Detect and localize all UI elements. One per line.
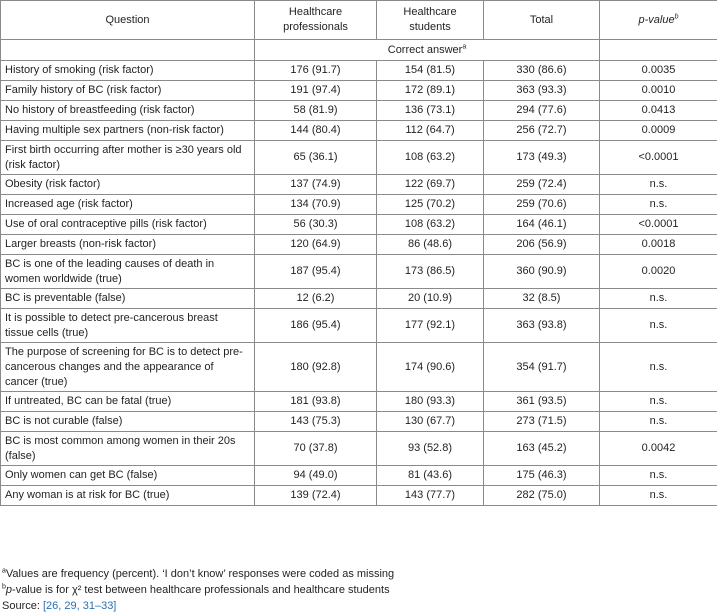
total-cell: 363 (93.3) xyxy=(484,81,600,101)
hs-cell: 81 (43.6) xyxy=(377,466,484,486)
hp-cell: 176 (91.7) xyxy=(255,61,377,81)
header-p-value-label: p-value xyxy=(638,13,675,26)
question-cell: Any woman is at risk for BC (true) xyxy=(1,486,255,506)
hp-cell: 137 (74.9) xyxy=(255,175,377,195)
hs-cell: 174 (90.6) xyxy=(377,343,484,392)
total-cell: 282 (75.0) xyxy=(484,486,600,506)
p-value-cell: 0.0042 xyxy=(600,432,717,466)
hp-cell: 94 (49.0) xyxy=(255,466,377,486)
p-value-cell: n.s. xyxy=(600,309,717,343)
table-row xyxy=(1,392,717,412)
table-row xyxy=(1,289,717,309)
hp-cell: 143 (75.3) xyxy=(255,412,377,432)
p-value-cell: n.s. xyxy=(600,466,717,486)
hs-cell: 173 (86.5) xyxy=(377,255,484,289)
question-cell: BC is one of the leading causes of death in women worldwide (true) xyxy=(1,255,255,289)
table-row xyxy=(1,101,717,121)
total-cell: 363 (93.8) xyxy=(484,309,600,343)
subheader-correct-answer xyxy=(255,40,600,61)
hp-cell: 139 (72.4) xyxy=(255,486,377,506)
hp-cell: 58 (81.9) xyxy=(255,101,377,121)
hp-cell: 187 (95.4) xyxy=(255,255,377,289)
table-body xyxy=(1,40,717,506)
source-refs-link[interactable]: [26, 29, 31–33] xyxy=(42,600,117,612)
p-value-cell: <0.0001 xyxy=(600,215,717,235)
hp-cell: 180 (92.8) xyxy=(255,343,377,392)
p-value-cell: n.s. xyxy=(600,289,717,309)
question-cell: Increased age (risk factor) xyxy=(1,195,255,215)
p-value-cell: 0.0018 xyxy=(600,235,717,255)
header-hs-line2: students xyxy=(409,21,451,33)
footnote-a xyxy=(2,566,394,582)
table-row xyxy=(1,466,717,486)
total-cell: 175 (46.3) xyxy=(484,466,600,486)
footnote-b-text: -value is for χ² test between healthcare professionals and healthcare students xyxy=(12,584,390,596)
source-line xyxy=(2,598,394,614)
hp-cell: 65 (36.1) xyxy=(255,141,377,175)
header-total: Total xyxy=(484,1,600,40)
subheader-label: Correct answer xyxy=(387,43,463,56)
question-cell: Larger breasts (non-risk factor) xyxy=(1,235,255,255)
p-value-cell: n.s. xyxy=(600,343,717,392)
p-value-cell: 0.0020 xyxy=(600,255,717,289)
hp-cell: 70 (37.8) xyxy=(255,432,377,466)
hs-cell: 20 (10.9) xyxy=(377,289,484,309)
total-cell: 259 (72.4) xyxy=(484,175,600,195)
hs-cell: 154 (81.5) xyxy=(377,61,484,81)
source-label: Source: xyxy=(2,600,43,612)
subheader-sup: a xyxy=(462,42,467,50)
total-cell: 354 (91.7) xyxy=(484,343,600,392)
total-cell: 294 (77.6) xyxy=(484,101,600,121)
footnote-b-sup: b xyxy=(2,583,6,591)
total-cell: 32 (8.5) xyxy=(484,289,600,309)
hs-cell: 172 (89.1) xyxy=(377,81,484,101)
total-cell: 256 (72.7) xyxy=(484,121,600,141)
table-row xyxy=(1,235,717,255)
header-p-value-sup: b xyxy=(674,12,679,20)
total-cell: 273 (71.5) xyxy=(484,412,600,432)
header-hp-line1: Healthcare xyxy=(288,6,343,18)
total-cell: 163 (45.2) xyxy=(484,432,600,466)
hs-cell: 122 (69.7) xyxy=(377,175,484,195)
table-row xyxy=(1,215,717,235)
hp-cell: 56 (30.3) xyxy=(255,215,377,235)
total-cell: 173 (49.3) xyxy=(484,141,600,175)
p-value-cell: <0.0001 xyxy=(600,141,717,175)
footnote-a-sup: a xyxy=(2,567,6,575)
p-value-cell: 0.0413 xyxy=(600,101,717,121)
question-cell: BC is preventable (false) xyxy=(1,289,255,309)
table-row xyxy=(1,432,717,466)
hs-cell: 130 (67.7) xyxy=(377,412,484,432)
header-healthcare-students xyxy=(377,1,484,40)
question-cell: If untreated, BC can be fatal (true) xyxy=(1,392,255,412)
header-p-value xyxy=(600,1,717,40)
question-cell: BC is most common among women in their 20s (false) xyxy=(1,432,255,466)
table-row xyxy=(1,343,717,392)
p-value-cell: n.s. xyxy=(600,392,717,412)
question-cell: History of smoking (risk factor) xyxy=(1,61,255,81)
hp-cell: 12 (6.2) xyxy=(255,289,377,309)
total-cell: 361 (93.5) xyxy=(484,392,600,412)
p-value-cell: 0.0010 xyxy=(600,81,717,101)
hp-cell: 181 (93.8) xyxy=(255,392,377,412)
table-row xyxy=(1,309,717,343)
table-row xyxy=(1,81,717,101)
question-cell: Only women can get BC (false) xyxy=(1,466,255,486)
p-value-cell: n.s. xyxy=(600,195,717,215)
footnote-a-text: Values are frequency (percent). ‘I don’t know’ responses were coded as missing xyxy=(5,568,395,580)
total-cell: 259 (70.6) xyxy=(484,195,600,215)
table-row xyxy=(1,121,717,141)
hp-cell: 120 (64.9) xyxy=(255,235,377,255)
question-cell: Family history of BC (risk factor) xyxy=(1,81,255,101)
hp-cell: 186 (95.4) xyxy=(255,309,377,343)
question-cell: Having multiple sex partners (non-risk factor) xyxy=(1,121,255,141)
p-value-cell: n.s. xyxy=(600,175,717,195)
table-row xyxy=(1,412,717,432)
question-cell: The purpose of screening for BC is to detect pre-cancerous changes and the appearance of cancer (true) xyxy=(1,343,255,392)
question-cell: Obesity (risk factor) xyxy=(1,175,255,195)
total-cell: 164 (46.1) xyxy=(484,215,600,235)
hp-cell: 134 (70.9) xyxy=(255,195,377,215)
subheader-empty xyxy=(1,40,255,61)
question-cell: First birth occurring after mother is ≥30 years old (risk factor) xyxy=(1,141,255,175)
question-cell: Use of oral contraceptive pills (risk factor) xyxy=(1,215,255,235)
header-row xyxy=(1,1,717,40)
subheader-row xyxy=(1,40,717,61)
p-value-cell: 0.0009 xyxy=(600,121,717,141)
subheader-empty-p xyxy=(600,40,717,61)
total-cell: 360 (90.9) xyxy=(484,255,600,289)
table-row xyxy=(1,175,717,195)
footnote-b-italic: p xyxy=(5,584,13,596)
hp-cell: 191 (97.4) xyxy=(255,81,377,101)
hs-cell: 86 (48.6) xyxy=(377,235,484,255)
question-cell: It is possible to detect pre-cancerous breast tissue cells (true) xyxy=(1,309,255,343)
question-cell: BC is not curable (false) xyxy=(1,412,255,432)
table-row xyxy=(1,141,717,175)
hs-cell: 108 (63.2) xyxy=(377,141,484,175)
total-cell: 206 (56.9) xyxy=(484,235,600,255)
hs-cell: 143 (77.7) xyxy=(377,486,484,506)
header-hp-line2: professionals xyxy=(283,21,348,33)
table-row xyxy=(1,61,717,81)
table-row xyxy=(1,486,717,506)
total-cell: 330 (86.6) xyxy=(484,61,600,81)
question-cell: No history of breastfeeding (risk factor) xyxy=(1,101,255,121)
hs-cell: 112 (64.7) xyxy=(377,121,484,141)
p-value-cell: n.s. xyxy=(600,486,717,506)
hs-cell: 180 (93.3) xyxy=(377,392,484,412)
hs-cell: 136 (73.1) xyxy=(377,101,484,121)
header-hs-line1: Healthcare xyxy=(403,6,457,18)
p-value-cell: 0.0035 xyxy=(600,61,717,81)
footnotes xyxy=(2,566,394,614)
p-value-cell: n.s. xyxy=(600,412,717,432)
hs-cell: 93 (52.8) xyxy=(377,432,484,466)
footnote-b xyxy=(2,582,394,598)
hs-cell: 177 (92.1) xyxy=(377,309,484,343)
header-healthcare-professionals xyxy=(255,1,377,40)
table-row xyxy=(1,195,717,215)
hs-cell: 108 (63.2) xyxy=(377,215,484,235)
hp-cell: 144 (80.4) xyxy=(255,121,377,141)
table-row xyxy=(1,255,717,289)
header-question: Question xyxy=(1,1,255,40)
hs-cell: 125 (70.2) xyxy=(377,195,484,215)
